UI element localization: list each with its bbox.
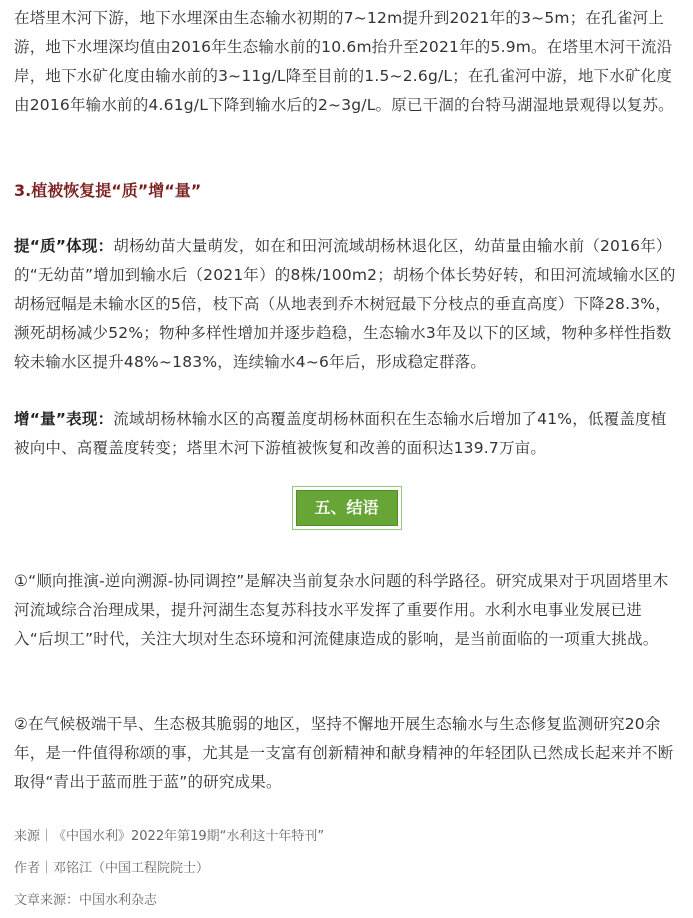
origin-line: 文章来源：中国水利杂志 bbox=[14, 893, 158, 908]
source-line: 来源｜《中国水利》2022年第19期“水利这十年特刊” bbox=[14, 829, 325, 844]
author-line: 作者｜邓铭江（中国工程院院士） bbox=[14, 861, 210, 876]
quantity-label: 增“量”表现： bbox=[14, 410, 114, 428]
quantity-text: 流域胡杨林输水区的高覆盖度胡杨林面积在生态输水后增加了41%，低覆盖度植被向中、高覆盖度转变；塔里木河下游植被恢复和改善的面积达139.7万亩。 bbox=[14, 410, 667, 457]
quality-label: 提“质”体现： bbox=[14, 237, 114, 255]
quantity-paragraph bbox=[14, 405, 680, 463]
section-5-heading-wrap bbox=[0, 490, 693, 526]
section-5-title: 五、结语 bbox=[296, 490, 398, 526]
section-3-title: 3.植被恢复提“质”增“量” bbox=[14, 181, 202, 200]
quality-paragraph bbox=[14, 232, 680, 377]
conclusion-paragraph-2: ②在气候极端干旱、生态极其脆弱的地区，坚持不懈地开展生态输水与生态修复监测研究20余年，是一件值得称颂的事，尤其是一支富有创新精神和献身精神的年轻团队已然成长起来并不断取得“青出于蓝而胜于蓝”的研究成果。 bbox=[14, 715, 674, 791]
conclusion-paragraph-1: ①“顺向推演-逆向溯源-协同调控”是解决当前复杂水问题的科学路径。研究成果对于巩固塔里木河流域综合治理成果，提升河湖生态复苏科技水平发挥了重要作用。水利水电事业发展已进入“后坝工”时代，关注大坝对生态环境和河流健康造成的影响，是当前面临的一项重大挑战。 bbox=[14, 572, 669, 648]
intro-paragraph: 在塔里木河下游，地下水埋深由生态输水初期的7~12m提升到2021年的3~5m；在孔雀河上游，地下水埋深均值由2016年生态输水前的10.6m抬升至2021年的5.9m。在塔里木河干流沿岸，地下水矿化度由输水前的3~11g/L降至目前的1.5~2.6g/L；在孔雀河中游，地下水矿化度由2016年输水前的4.61g/L下降到输水后的2~3g/L。原已干涸的台特马湖湿地景观得以复苏。 bbox=[14, 9, 674, 114]
quality-text: 胡杨幼苗大量萌发，如在和田河流域胡杨林退化区，幼苗量由输水前（2016年）的“无幼苗”增加到输水后（2021年）的8株/100m2；胡杨个体长势好转，和田河流域输水区的胡杨冠幅是未输水区的5倍，枝下高（从地表到乔木树冠最下分枝点的垂直高度）下降28.3%，濒死胡杨减少52%；物种多样性增加并逐步趋稳，生态输水3年及以下的区域，物种多样性指数较未输水区提升48%~183%，连续输水4~6年后，形成稳定群落。 bbox=[14, 237, 676, 371]
